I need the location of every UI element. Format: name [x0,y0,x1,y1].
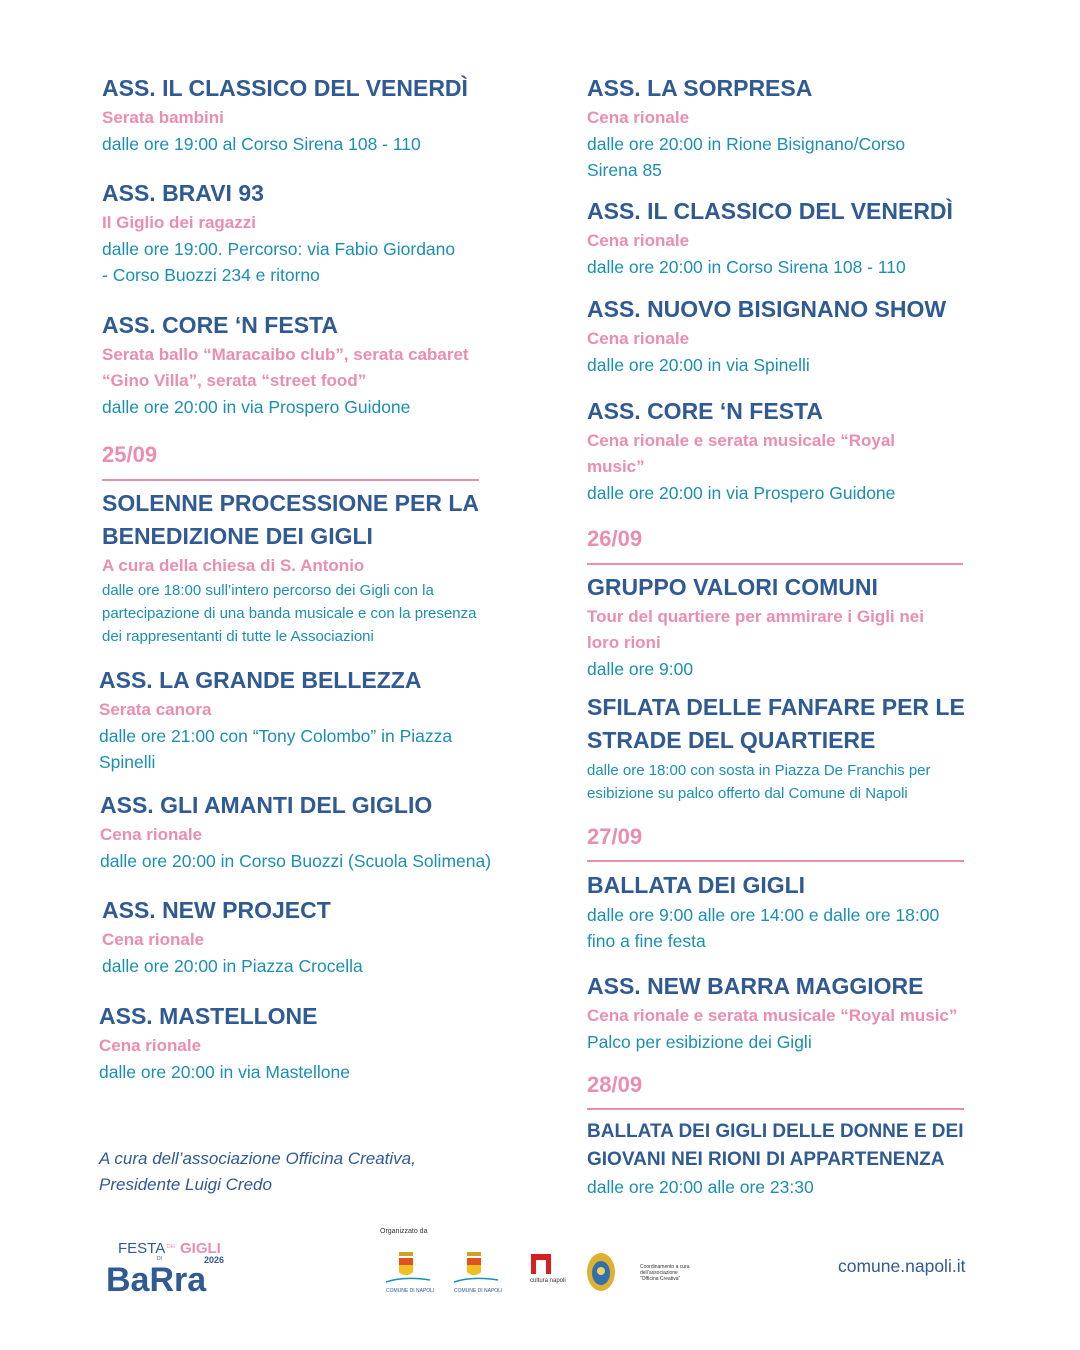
event-details: dalle ore 18:00 sull’intero percorso dei Gigli con la [102,582,434,599]
event-details: Palco per esibizione dei Gigli [587,1032,812,1052]
event-block [587,970,957,1055]
date-divider [587,563,963,565]
date-divider [587,1108,964,1110]
event-title: ASS. IL CLASSICO DEL VENERDÌ [587,198,953,224]
event-subtitle: Cena rionale e serata musicale “Royal [587,431,896,450]
event-details: dalle ore 9:00 alle ore 14:00 e dalle ore 18:00 [587,905,940,925]
event-subtitle: Cena rionale [99,1036,202,1055]
event-block [100,789,491,874]
event-details: dalle ore 20:00 in via Prospero Guidone [587,483,896,503]
event-block [102,177,455,288]
date-heading: 28/09 [587,1072,643,1097]
association-crest-icon [587,1253,615,1291]
date-heading: 27/09 [587,824,643,849]
event-block [99,1000,350,1085]
event-title: BENEDIZIONE DEI GIGLI [102,523,373,549]
event-subtitle: loro rioni [587,633,661,652]
event-title: ASS. LA GRANDE BELLEZZA [99,667,422,693]
event-block [587,395,895,506]
event-title: ASS. NEW PROJECT [102,897,331,923]
logo-di: DI [157,1256,162,1262]
event-details: dalle ore 20:00 alle ore 23:30 [587,1177,814,1197]
event-details: dalle ore 21:00 con “Tony Colombo” in Piazza [99,726,453,746]
event-details: dalle ore 20:00 in Corso Sirena 108 - 110 [587,257,906,277]
event-details: dalle ore 18:00 con sosta in Piazza De Franchis per [587,762,931,779]
event-title: ASS. CORE ‘N FESTA [587,398,823,424]
event-subtitle: Cena rionale e serata musicale “Royal music” [587,1006,958,1025]
event-block [102,894,363,979]
event-details: dalle ore 20:00 in via Prospero Guidone [102,397,411,417]
date-heading: 25/09 [102,442,158,467]
event-details: Spinelli [99,752,156,772]
event-details: partecipazione di una banda musicale e con la presenza [102,605,477,622]
event-subtitle: Il Giglio dei ragazzi [102,213,256,232]
event-subtitle: A cura della chiesa di S. Antonio [102,556,365,575]
napoli-crest-icon [454,1252,502,1294]
coordination-note: Coordinamento a cura dell’associazione “Officina Creativa” [640,1264,690,1282]
event-block [587,195,953,280]
event-details: dalle ore 20:00 in Rione Bisignano/Corso [587,134,906,154]
event-details: dalle ore 20:00 in via Mastellone [99,1062,350,1082]
event-title: SOLENNE PROCESSIONE PER LA [102,490,480,516]
event-title: GIOVANI NEI RIONI DI APPARTENENZA [587,1149,945,1170]
napoli-crest-icon [386,1252,434,1294]
event-subtitle: Cena rionale [587,231,690,250]
event-details: dalle ore 20:00 in via Spinelli [587,355,810,375]
event-subtitle: Cena rionale [102,930,205,949]
sponsor-logos-graphic [380,1248,720,1308]
svg-text:COMUNE DI NAPOLI: COMUNE DI NAPOLI [454,1288,503,1294]
event-block [102,309,469,420]
event-subtitle: music” [587,457,645,476]
event-details: dalle ore 19:00. Percorso: via Fabio Giordano [102,239,456,259]
event-title: ASS. NUOVO BISIGNANO SHOW [587,296,947,322]
event-subtitle: Serata bambini [102,108,224,127]
date-divider [587,860,964,862]
event-block [587,72,905,183]
organizer-label: Organizzato da [380,1228,428,1235]
website-url[interactable]: comune.napoli.it [838,1256,966,1276]
event-title: SFILATA DELLE FANFARE PER LE [587,694,965,720]
svg-text:COMUNE DI NAPOLI: COMUNE DI NAPOLI [386,1288,435,1294]
event-title: ASS. MASTELLONE [99,1003,318,1029]
cultura-napoli-icon [530,1254,566,1284]
sponsor-logos [380,1248,720,1308]
event-details: dalle ore 19:00 al Corso Sirena 108 - 110 [102,134,421,154]
event-block [587,869,939,954]
event-subtitle: Tour del quartiere per ammirare i Gigli nei [587,607,924,626]
svg-text:cultura napoli: cultura napoli [530,1278,566,1284]
event-subtitle: Cena rionale [100,825,203,844]
event-block [102,72,468,157]
event-title: ASS. IL CLASSICO DEL VENERDÌ [102,75,468,101]
event-title: BALLATA DEI GIGLI DELLE DONNE E DEI [587,1121,964,1142]
event-title: STRADE DEL QUARTIERE [587,727,876,753]
event-block [99,664,452,775]
event-details: dalle ore 9:00 [587,659,694,679]
logo-barra: BaRra [106,1261,207,1296]
logo-festa: FESTA [118,1240,166,1257]
event-subtitle: Serata canora [99,700,212,719]
event-title: ASS. BRAVI 93 [102,180,264,206]
event-title: ASS. GLI AMANTI DEL GIGLIO [100,792,433,818]
event-title: BALLATA DEI GIGLI [587,872,806,898]
event-block [587,293,946,378]
event-subtitle: Cena rionale [587,108,690,127]
credit-line: Presidente Luigi Credo [99,1175,272,1194]
event-block [587,1118,963,1200]
event-title: ASS. CORE ‘N FESTA [102,312,338,338]
event-title: ASS. NEW BARRA MAGGIORE [587,973,924,999]
event-title: GRUPPO VALORI COMUNI [587,574,878,600]
event-details: - Corso Buozzi 234 e ritorno [102,265,320,285]
event-block [102,487,479,648]
event-details: esibizione su palco offerto dal Comune di Napoli [587,785,908,802]
event-details: fino a fine festa [587,931,706,951]
credit-line: A cura dell’associazione Officina Creativa, [99,1149,416,1168]
credit-note [99,1146,416,1198]
event-details: Sirena 85 [587,160,662,180]
event-block [587,691,965,805]
event-title: ASS. LA SORPRESA [587,75,813,101]
event-details: dalle ore 20:00 in Piazza Crocella [102,956,363,976]
date-heading: 26/09 [587,526,643,551]
festa-logo [106,1236,246,1296]
event-subtitle: Serata ballo “Maracaibo club”, serata cabaret [102,345,469,364]
logo-year: 2026 [204,1255,225,1265]
logo-dei: DEI [167,1244,176,1250]
event-subtitle: “Gino Villa”, serata “street food” [102,371,367,390]
event-block [587,571,924,682]
event-details: dalle ore 20:00 in Corso Buozzi (Scuola Solimena) [100,851,492,871]
date-divider [102,479,479,481]
festa-logo-graphic [106,1236,246,1296]
event-details: dei rappresentanti di tutte le Associazioni [102,628,374,645]
logo-gigli: GIGLI [180,1240,221,1257]
event-subtitle: Cena rionale [587,329,690,348]
